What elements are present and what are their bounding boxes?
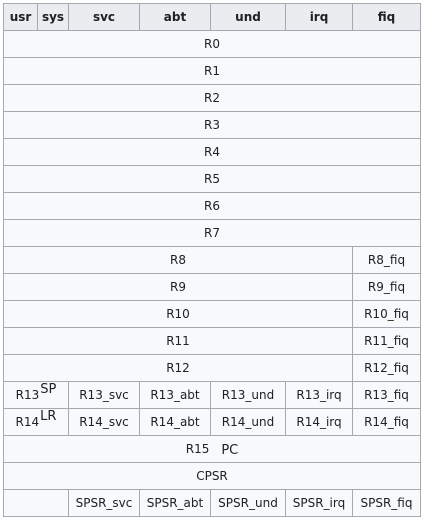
register-r14 bbox=[4, 409, 69, 436]
header-row bbox=[4, 4, 421, 31]
register-r13-alias: SP bbox=[40, 381, 57, 397]
register-r13-svc: R13_svc bbox=[69, 382, 140, 409]
register-r15-alias: PC bbox=[221, 442, 239, 458]
register-row-r12 bbox=[4, 355, 421, 382]
register-spsr-irq: SPSR_irq bbox=[286, 490, 353, 517]
register-r5: R5 bbox=[4, 166, 421, 193]
register-row-r1 bbox=[4, 58, 421, 85]
register-r15-label: R15 bbox=[185, 441, 210, 456]
register-r14-svc: R14_svc bbox=[69, 409, 140, 436]
header-sys: sys bbox=[38, 4, 69, 31]
register-r11: R11 bbox=[4, 328, 353, 355]
register-r13-und: R13_und bbox=[211, 382, 286, 409]
register-row-r11 bbox=[4, 328, 421, 355]
register-r2: R2 bbox=[4, 85, 421, 112]
register-spsr-svc: SPSR_svc bbox=[69, 490, 140, 517]
register-row-cpsr bbox=[4, 463, 421, 490]
register-row-r14 bbox=[4, 409, 421, 436]
register-r13-abt: R13_abt bbox=[140, 382, 211, 409]
register-r1: R1 bbox=[4, 58, 421, 85]
header-irq: irq bbox=[286, 4, 353, 31]
register-r14-fiq: R14_fiq bbox=[353, 409, 421, 436]
register-row-r0 bbox=[4, 31, 421, 58]
register-r12-fiq: R12_fiq bbox=[353, 355, 421, 382]
register-row-spsr bbox=[4, 490, 421, 517]
register-r8-fiq: R8_fiq bbox=[353, 247, 421, 274]
register-r14-label: R14 bbox=[15, 414, 40, 429]
register-r12: R12 bbox=[4, 355, 353, 382]
register-r13-irq: R13_irq bbox=[286, 382, 353, 409]
register-row-r5 bbox=[4, 166, 421, 193]
register-r14-irq: R14_irq bbox=[286, 409, 353, 436]
register-cpsr: CPSR bbox=[4, 463, 421, 490]
register-row-r4 bbox=[4, 139, 421, 166]
register-row-r9 bbox=[4, 274, 421, 301]
register-r14-und: R14_und bbox=[211, 409, 286, 436]
register-row-r7 bbox=[4, 220, 421, 247]
register-r3: R3 bbox=[4, 112, 421, 139]
register-r0: R0 bbox=[4, 31, 421, 58]
header-und: und bbox=[211, 4, 286, 31]
register-r9: R9 bbox=[4, 274, 353, 301]
register-r4: R4 bbox=[4, 139, 421, 166]
register-row-r6 bbox=[4, 193, 421, 220]
register-row-r2 bbox=[4, 85, 421, 112]
register-r10: R10 bbox=[4, 301, 353, 328]
register-r8: R8 bbox=[4, 247, 353, 274]
register-spsr-empty bbox=[4, 490, 69, 517]
header-fiq: fiq bbox=[353, 4, 421, 31]
register-spsr-und: SPSR_und bbox=[211, 490, 286, 517]
register-spsr-abt: SPSR_abt bbox=[140, 490, 211, 517]
arm-register-table bbox=[3, 3, 421, 517]
register-row-r15 bbox=[4, 436, 421, 463]
register-r13-label: R13 bbox=[15, 387, 40, 402]
register-r13-fiq: R13_fiq bbox=[353, 382, 421, 409]
register-row-r8 bbox=[4, 247, 421, 274]
register-r6: R6 bbox=[4, 193, 421, 220]
header-svc: svc bbox=[69, 4, 140, 31]
register-r13 bbox=[4, 382, 69, 409]
header-usr: usr bbox=[4, 4, 38, 31]
register-r15 bbox=[4, 436, 421, 463]
register-r9-fiq: R9_fiq bbox=[353, 274, 421, 301]
register-r14-alias: LR bbox=[40, 408, 57, 424]
register-spsr-fiq: SPSR_fiq bbox=[353, 490, 421, 517]
header-abt: abt bbox=[140, 4, 211, 31]
register-r11-fiq: R11_fiq bbox=[353, 328, 421, 355]
register-row-r10 bbox=[4, 301, 421, 328]
register-r7: R7 bbox=[4, 220, 421, 247]
register-r10-fiq: R10_fiq bbox=[353, 301, 421, 328]
register-r14-abt: R14_abt bbox=[140, 409, 211, 436]
register-row-r3 bbox=[4, 112, 421, 139]
register-row-r13 bbox=[4, 382, 421, 409]
